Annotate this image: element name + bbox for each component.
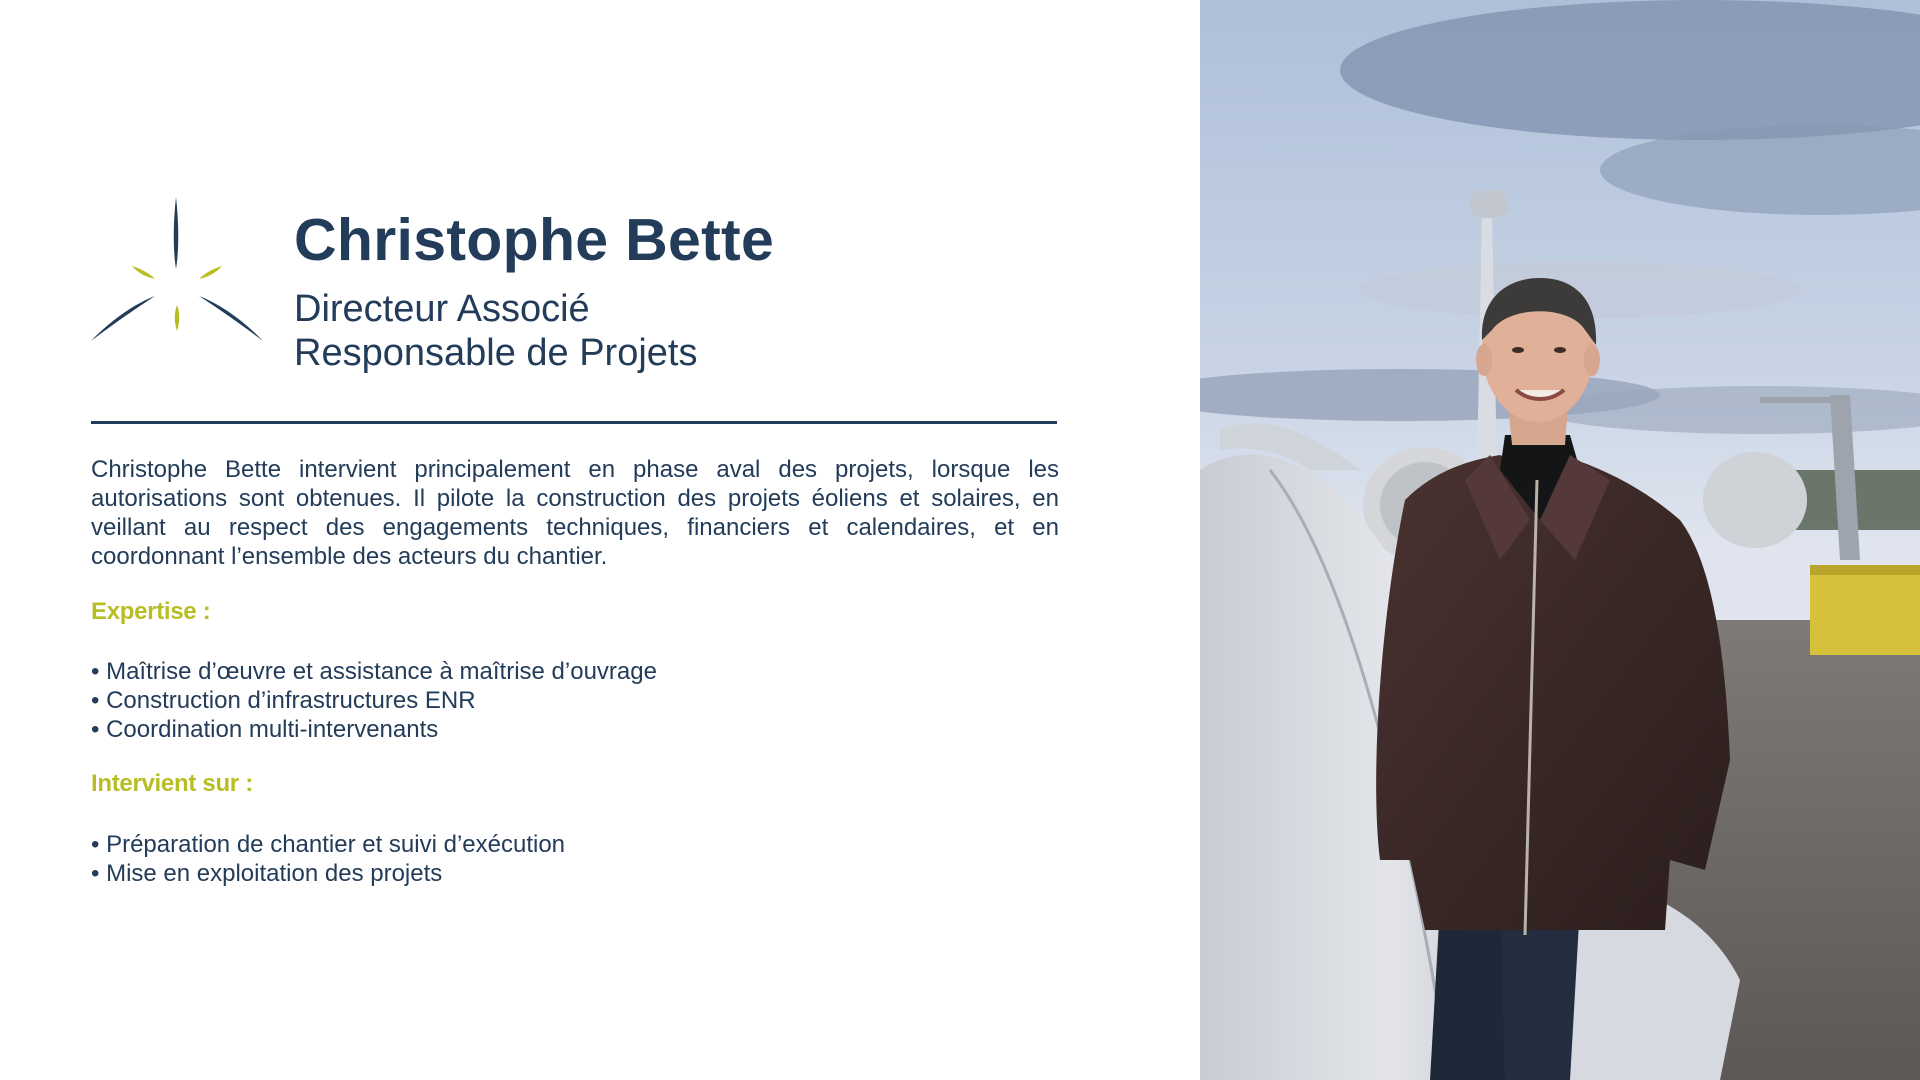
person-name: Christophe Bette <box>294 207 775 273</box>
biography-paragraph: Christophe Bette intervient principalement en phase aval des projets, lorsque les autorisations sont obtenues. Il pilote la construction des projets éoliens et solaires, en veillant au respect des engagements techniques, financiers et calendaires, et en coordonnant l’ensemble des acteurs du chantier. <box>91 456 1059 570</box>
expertise-heading: Expertise : <box>91 598 211 625</box>
portrait-photo <box>1200 0 1920 1080</box>
expertise-list <box>91 657 657 744</box>
job-title-line-2: Responsable de Projets <box>294 332 698 374</box>
list-item: • Maîtrise d’œuvre et assistance à maîtrise d’ouvrage <box>91 657 657 686</box>
list-item: • Construction d’infrastructures ENR <box>91 686 657 715</box>
intervient-list <box>91 830 565 888</box>
section-divider <box>91 421 1057 424</box>
list-item: • Préparation de chantier et suivi d’exécution <box>91 830 565 859</box>
job-title <box>294 287 697 375</box>
job-title-line-1: Directeur Associé <box>294 288 590 330</box>
list-item: • Mise en exploitation des projets <box>91 859 565 888</box>
list-item: • Coordination multi-intervenants <box>91 715 657 744</box>
wind-turbine-logo-icon <box>90 195 265 345</box>
intervient-heading: Intervient sur : <box>91 770 253 797</box>
